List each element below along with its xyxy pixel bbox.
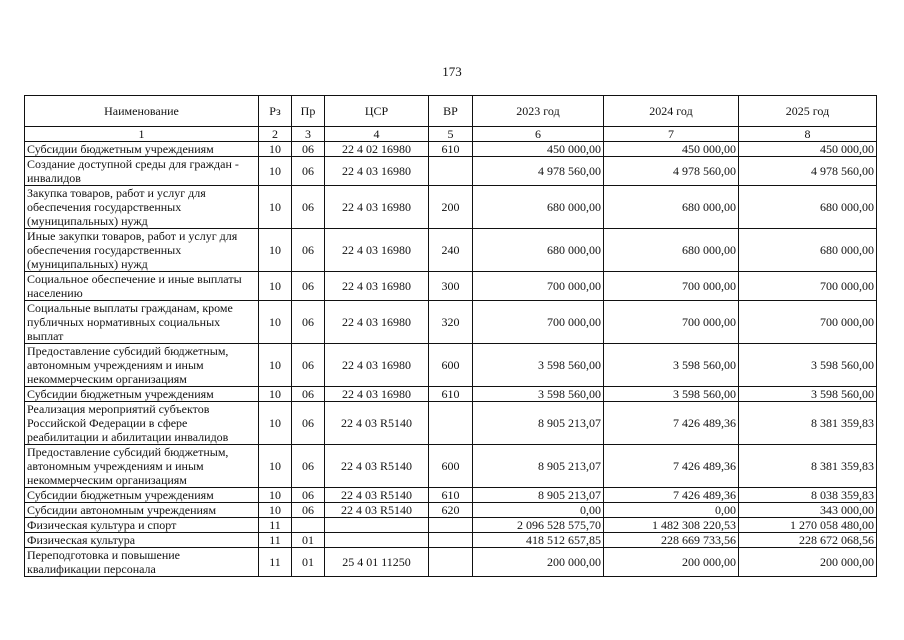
header-csr: ЦСР bbox=[325, 96, 429, 127]
cell-2024: 7 426 489,36 bbox=[604, 445, 739, 488]
cell-pr: 06 bbox=[292, 503, 325, 518]
table-row bbox=[25, 301, 877, 344]
cell-2024: 4 978 560,00 bbox=[604, 157, 739, 186]
table-row bbox=[25, 272, 877, 301]
cell-csr: 22 4 03 16980 bbox=[325, 387, 429, 402]
cell-name: Социальное обеспечение и иные выплаты населению bbox=[25, 272, 259, 301]
cell-2023: 2 096 528 575,70 bbox=[473, 518, 604, 533]
cell-2024: 3 598 560,00 bbox=[604, 387, 739, 402]
cell-rz: 10 bbox=[259, 344, 292, 387]
column-number: 3 bbox=[292, 127, 325, 142]
cell-csr: 22 4 03 R5140 bbox=[325, 503, 429, 518]
cell-rz: 10 bbox=[259, 272, 292, 301]
table-row bbox=[25, 533, 877, 548]
cell-2023: 700 000,00 bbox=[473, 301, 604, 344]
cell-csr: 22 4 03 16980 bbox=[325, 272, 429, 301]
header-2024: 2024 год bbox=[604, 96, 739, 127]
cell-rz: 10 bbox=[259, 503, 292, 518]
table-row bbox=[25, 186, 877, 229]
cell-pr bbox=[292, 518, 325, 533]
cell-vr bbox=[429, 533, 473, 548]
cell-2023: 0,00 bbox=[473, 503, 604, 518]
cell-name: Социальные выплаты гражданам, кроме публичных нормативных социальных выплат bbox=[25, 301, 259, 344]
cell-rz: 11 bbox=[259, 518, 292, 533]
cell-2023: 418 512 657,85 bbox=[473, 533, 604, 548]
table-row bbox=[25, 402, 877, 445]
cell-2023: 680 000,00 bbox=[473, 229, 604, 272]
column-number: 8 bbox=[739, 127, 877, 142]
column-number: 1 bbox=[25, 127, 259, 142]
cell-2025: 8 381 359,83 bbox=[739, 445, 877, 488]
cell-name: Субсидии бюджетным учреждениям bbox=[25, 142, 259, 157]
cell-csr: 22 4 03 16980 bbox=[325, 186, 429, 229]
cell-vr: 600 bbox=[429, 445, 473, 488]
cell-2023: 4 978 560,00 bbox=[473, 157, 604, 186]
header-2025: 2025 год bbox=[739, 96, 877, 127]
cell-2025: 1 270 058 480,00 bbox=[739, 518, 877, 533]
cell-csr bbox=[325, 518, 429, 533]
cell-pr: 06 bbox=[292, 186, 325, 229]
cell-2023: 3 598 560,00 bbox=[473, 344, 604, 387]
cell-pr: 06 bbox=[292, 229, 325, 272]
table-row bbox=[25, 157, 877, 186]
cell-csr: 22 4 03 16980 bbox=[325, 157, 429, 186]
cell-rz: 10 bbox=[259, 387, 292, 402]
cell-rz: 10 bbox=[259, 488, 292, 503]
cell-2025: 343 000,00 bbox=[739, 503, 877, 518]
cell-vr: 320 bbox=[429, 301, 473, 344]
cell-2023: 450 000,00 bbox=[473, 142, 604, 157]
table-row bbox=[25, 387, 877, 402]
table-row bbox=[25, 488, 877, 503]
table-row bbox=[25, 344, 877, 387]
cell-2023: 200 000,00 bbox=[473, 548, 604, 577]
column-number: 2 bbox=[259, 127, 292, 142]
header-rz: Рз bbox=[259, 96, 292, 127]
cell-vr: 610 bbox=[429, 142, 473, 157]
cell-csr: 22 4 03 16980 bbox=[325, 344, 429, 387]
cell-name: Предоставление субсидий бюджетным, автономным учреждениям и иным некоммерческим организациям bbox=[25, 445, 259, 488]
cell-pr: 01 bbox=[292, 533, 325, 548]
cell-name: Субсидии бюджетным учреждениям bbox=[25, 387, 259, 402]
cell-name: Субсидии бюджетным учреждениям bbox=[25, 488, 259, 503]
cell-2025: 680 000,00 bbox=[739, 186, 877, 229]
cell-csr: 22 4 03 R5140 bbox=[325, 488, 429, 503]
cell-2024: 3 598 560,00 bbox=[604, 344, 739, 387]
cell-csr: 25 4 01 11250 bbox=[325, 548, 429, 577]
cell-csr: 22 4 03 R5140 bbox=[325, 402, 429, 445]
cell-rz: 11 bbox=[259, 533, 292, 548]
cell-2023: 680 000,00 bbox=[473, 186, 604, 229]
cell-2024: 1 482 308 220,53 bbox=[604, 518, 739, 533]
table-row bbox=[25, 518, 877, 533]
cell-pr: 06 bbox=[292, 488, 325, 503]
cell-2024: 680 000,00 bbox=[604, 186, 739, 229]
cell-csr: 22 4 03 R5140 bbox=[325, 445, 429, 488]
cell-2023: 8 905 213,07 bbox=[473, 445, 604, 488]
table-row bbox=[25, 142, 877, 157]
cell-2025: 3 598 560,00 bbox=[739, 344, 877, 387]
cell-2024: 7 426 489,36 bbox=[604, 488, 739, 503]
cell-2024: 450 000,00 bbox=[604, 142, 739, 157]
cell-pr: 06 bbox=[292, 344, 325, 387]
cell-2024: 0,00 bbox=[604, 503, 739, 518]
cell-2025: 200 000,00 bbox=[739, 548, 877, 577]
page-number: 173 bbox=[442, 64, 462, 79]
cell-rz: 10 bbox=[259, 301, 292, 344]
cell-rz: 10 bbox=[259, 402, 292, 445]
cell-rz: 10 bbox=[259, 186, 292, 229]
table-row bbox=[25, 445, 877, 488]
cell-name: Создание доступной среды для граждан - инвалидов bbox=[25, 157, 259, 186]
column-number: 5 bbox=[429, 127, 473, 142]
cell-2025: 8 038 359,83 bbox=[739, 488, 877, 503]
cell-2023: 8 905 213,07 bbox=[473, 488, 604, 503]
header-name: Наименование bbox=[25, 96, 259, 127]
header-pr: Пр bbox=[292, 96, 325, 127]
cell-2025: 680 000,00 bbox=[739, 229, 877, 272]
cell-rz: 10 bbox=[259, 157, 292, 186]
header-row bbox=[25, 96, 877, 127]
cell-2023: 3 598 560,00 bbox=[473, 387, 604, 402]
cell-pr: 06 bbox=[292, 272, 325, 301]
cell-vr bbox=[429, 157, 473, 186]
cell-name: Субсидии автономным учреждениям bbox=[25, 503, 259, 518]
cell-2024: 700 000,00 bbox=[604, 301, 739, 344]
cell-2024: 700 000,00 bbox=[604, 272, 739, 301]
cell-pr: 06 bbox=[292, 387, 325, 402]
cell-rz: 10 bbox=[259, 229, 292, 272]
budget-table bbox=[24, 95, 877, 577]
cell-vr bbox=[429, 402, 473, 445]
cell-2025: 3 598 560,00 bbox=[739, 387, 877, 402]
cell-pr: 01 bbox=[292, 548, 325, 577]
cell-csr: 22 4 03 16980 bbox=[325, 301, 429, 344]
cell-pr: 06 bbox=[292, 402, 325, 445]
cell-rz: 10 bbox=[259, 445, 292, 488]
cell-vr: 610 bbox=[429, 488, 473, 503]
cell-vr bbox=[429, 518, 473, 533]
column-number-row bbox=[25, 127, 877, 142]
cell-pr: 06 bbox=[292, 301, 325, 344]
cell-name: Реализация мероприятий субъектов Российской Федерации в сфере реабилитации и абилитации инвалидов bbox=[25, 402, 259, 445]
table-row bbox=[25, 503, 877, 518]
cell-2025: 8 381 359,83 bbox=[739, 402, 877, 445]
cell-2025: 228 672 068,56 bbox=[739, 533, 877, 548]
cell-csr: 22 4 03 16980 bbox=[325, 229, 429, 272]
cell-name: Закупка товаров, работ и услуг для обеспечения государственных (муниципальных) нужд bbox=[25, 186, 259, 229]
cell-vr bbox=[429, 548, 473, 577]
column-number: 7 bbox=[604, 127, 739, 142]
cell-vr: 610 bbox=[429, 387, 473, 402]
cell-2024: 7 426 489,36 bbox=[604, 402, 739, 445]
cell-vr: 200 bbox=[429, 186, 473, 229]
cell-pr: 06 bbox=[292, 142, 325, 157]
cell-2025: 4 978 560,00 bbox=[739, 157, 877, 186]
cell-csr bbox=[325, 533, 429, 548]
cell-rz: 10 bbox=[259, 142, 292, 157]
cell-name: Переподготовка и повышение квалификации персонала bbox=[25, 548, 259, 577]
table-row bbox=[25, 548, 877, 577]
cell-name: Иные закупки товаров, работ и услуг для обеспечения государственных (муниципальных) нужд bbox=[25, 229, 259, 272]
cell-name: Физическая культура и спорт bbox=[25, 518, 259, 533]
column-number: 4 bbox=[325, 127, 429, 142]
cell-2025: 700 000,00 bbox=[739, 301, 877, 344]
cell-pr: 06 bbox=[292, 157, 325, 186]
cell-2025: 450 000,00 bbox=[739, 142, 877, 157]
cell-2025: 700 000,00 bbox=[739, 272, 877, 301]
header-2023: 2023 год bbox=[473, 96, 604, 127]
cell-2023: 700 000,00 bbox=[473, 272, 604, 301]
cell-vr: 240 bbox=[429, 229, 473, 272]
cell-name: Физическая культура bbox=[25, 533, 259, 548]
table-body bbox=[25, 142, 877, 577]
cell-csr: 22 4 02 16980 bbox=[325, 142, 429, 157]
cell-name: Предоставление субсидий бюджетным, автономным учреждениям и иным некоммерческим организациям bbox=[25, 344, 259, 387]
cell-vr: 300 bbox=[429, 272, 473, 301]
cell-2024: 200 000,00 bbox=[604, 548, 739, 577]
cell-2024: 680 000,00 bbox=[604, 229, 739, 272]
cell-2023: 8 905 213,07 bbox=[473, 402, 604, 445]
header-vr: ВР bbox=[429, 96, 473, 127]
table-row bbox=[25, 229, 877, 272]
cell-rz: 11 bbox=[259, 548, 292, 577]
cell-vr: 600 bbox=[429, 344, 473, 387]
cell-2024: 228 669 733,56 bbox=[604, 533, 739, 548]
cell-vr: 620 bbox=[429, 503, 473, 518]
column-number: 6 bbox=[473, 127, 604, 142]
cell-pr: 06 bbox=[292, 445, 325, 488]
